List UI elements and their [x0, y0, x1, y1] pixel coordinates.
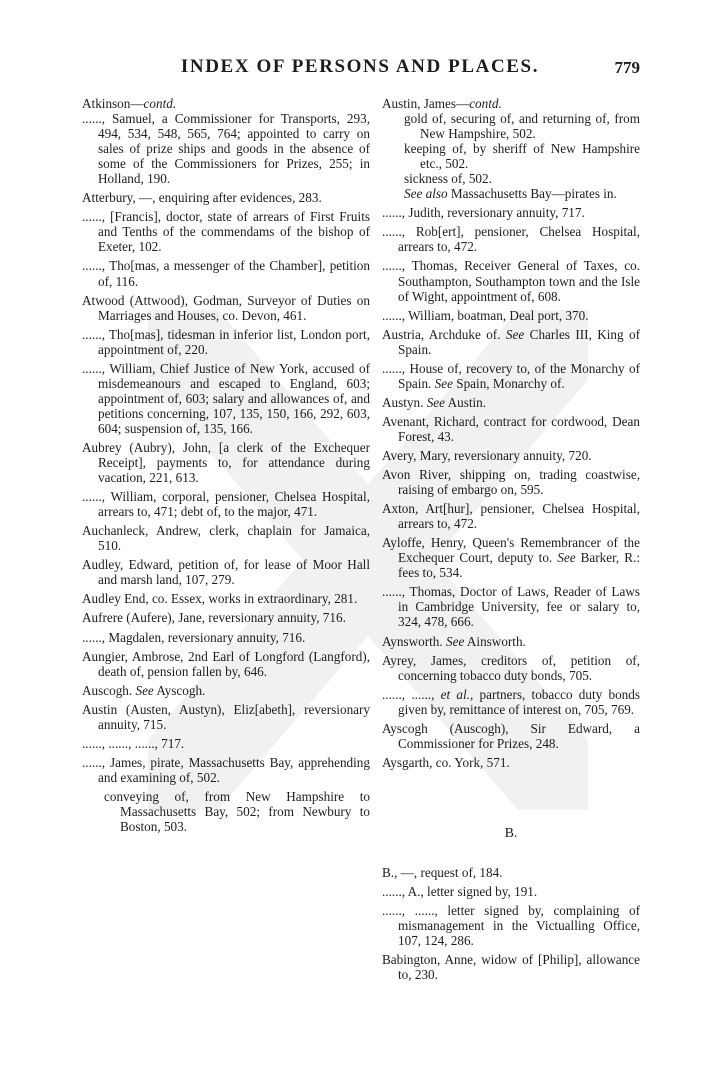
index-entry: Austria, Archduke of. See Charles III, King of Spain.: [382, 326, 641, 357]
index-entry: ......, Thomas, Doctor of Laws, Reader of Laws in Cambridge University, fee or salary to, 324, 478, 666.: [382, 584, 640, 630]
index-entry: Ayrey, James, creditors of, petition of, concerning tobacco duty bonds, 705.: [382, 652, 640, 683]
page-number: 779: [614, 58, 640, 77]
index-column-left: [82, 96, 370, 834]
index-entry: ......, Tho[mas, a messenger of the Chamber], petition of, 116.: [82, 258, 370, 289]
index-entry: Aysgarth, co. York, 571.: [382, 754, 510, 770]
index-entry: Austin, James—contd.: [382, 96, 502, 111]
index-entry: ......, William, boatman, Deal port, 370.: [382, 307, 589, 323]
index-entry: Auchanleck, Andrew, clerk, chaplain for Jamaica, 510.: [82, 523, 370, 554]
index-entry: ......, Judith, reversionary annuity, 717.: [382, 205, 585, 221]
index-entry: B., —, request of, 184.: [382, 864, 503, 880]
index-entry: Ayloffe, Henry, Queen's Remembrancer of the Exchequer Court, deputy to. See Barker, R.: fees to, 534.: [382, 535, 641, 581]
index-entry: Babington, Anne, widow of [Philip], allowance to, 230.: [382, 952, 640, 983]
index-entry: ......, ......, letter signed by, complaining of mismanagement in the Victualling Office, 107, 124, 286.: [382, 903, 640, 949]
index-entry: Axton, Art[hur], pensioner, Chelsea Hospital, arrears to, 472.: [382, 501, 640, 532]
index-subentry: gold of, securing of, and returning of, from New Hampshire, 502.: [404, 111, 640, 142]
index-entry: ......, House of, recovery to, of the Monarchy of Spain. See Spain, Monarchy of.: [382, 360, 640, 391]
index-entry: Aynsworth. See Ainsworth.: [382, 633, 526, 649]
index-entry: Aungier, Ambrose, 2nd Earl of Longford (Langford), death of, pension fallen by, 646.: [82, 648, 370, 679]
index-entry: Atkinson—contd.: [82, 96, 177, 111]
index-entry: ......, A., letter signed by, 191.: [382, 883, 538, 899]
index-column-right: [382, 96, 640, 986]
index-entry: Auscogh. See Ayscogh.: [82, 682, 206, 698]
index-entry: ......, Rob[ert], pensioner, Chelsea Hospital, arrears to, 472.: [382, 224, 640, 255]
index-entry: Aubrey (Aubry), John, [a clerk of the Exchequer Receipt], payments to, for attendance during vacation, 221, 613.: [82, 439, 370, 486]
index-subentry: See also Massachusetts Bay—pirates in.: [404, 186, 617, 202]
page-header: [0, 56, 720, 86]
index-entry: Atterbury, —, enquiring after evidences, 283.: [82, 190, 322, 206]
index-entry: ......, Tho[mas], tidesman in inferior list, London port, appointment of, 220.: [82, 326, 370, 357]
index-entry: Austyn. See Austin.: [382, 394, 487, 410]
index-entry: ......, James, pirate, Massachusetts Bay, apprehending and examining of, 502.: [82, 754, 370, 785]
index-entry: Austin (Austen, Austyn), Eliz[abeth], reversionary annuity, 715.: [82, 701, 370, 732]
index-entry: ......, Thomas, Receiver General of Taxes, co. Southampton, Southampton town and the Isle of Wight, appointment of, 608.: [382, 258, 640, 304]
index-entry: Avon River, shipping on, trading coastwise, raising of embargo on, 595.: [382, 467, 640, 498]
index-entry: Atwood (Attwood), Godman, Surveyor of Duties on Marriages and Houses, co. Devon, 461.: [82, 292, 370, 323]
index-entry: Ayscogh (Auscogh), Sir Edward, a Commissioner for Prizes, 248.: [382, 720, 640, 751]
section-heading-b: B.: [504, 825, 518, 841]
index-entry: Avery, Mary, reversionary annuity, 720.: [382, 447, 592, 463]
index-entry: ......, [Francis], doctor, state of arrears of First Fruits and Tenths of the commendams of the bishop of Exeter, 102.: [82, 209, 370, 255]
index-entry: ......, William, corporal, pensioner, Chelsea Hospital, arrears to, 471; debt of, to the major, 471.: [82, 489, 370, 520]
index-entry: Audley, Edward, petition of, for lease of Moor Hall and marsh land, 107, 279.: [82, 557, 370, 588]
index-entry: ......, Magdalen, reversionary annuity, 716.: [82, 629, 306, 645]
page-title: INDEX OF PERSONS AND PLACES.: [180, 56, 540, 77]
index-entry: Audley End, co. Essex, works in extraordinary, 281.: [82, 591, 358, 607]
index-entry: ......, Samuel, a Commissioner for Transports, 293, 494, 534, 548, 565, 764; appointed to carry on sales of prize ships and goods in the absence of some of the Commissioners for Prizes, 255; in Holland, 190.: [82, 111, 370, 187]
index-entry: Avenant, Richard, contract for cordwood, Dean Forest, 43.: [382, 413, 640, 444]
index-subentry: keeping of, by sheriff of New Hampshire etc., 502.: [404, 141, 640, 172]
index-entry: ......, ......, ......, 717.: [82, 735, 185, 751]
index-entry: ......, ......, et al., partners, tobacco duty bonds given by, remittance of interest on, 705, 769.: [382, 686, 640, 717]
index-entry: Aufrere (Aufere), Jane, reversionary annuity, 716.: [82, 610, 346, 626]
index-subentry: sickness of, 502.: [404, 171, 492, 187]
index-subentry: conveying of, from New Hampshire to Massachusetts Bay, 502; from Newbury to Boston, 503.: [104, 788, 370, 835]
index-entry: ......, William, Chief Justice of New York, accused of misdemeanours and escaped to England, 603; appointment of, 603; salary and allowances of, and petitions concerning, 107, 135, 150, 166, 292, 603, 604; suspension of, 135, 166.: [82, 360, 370, 436]
